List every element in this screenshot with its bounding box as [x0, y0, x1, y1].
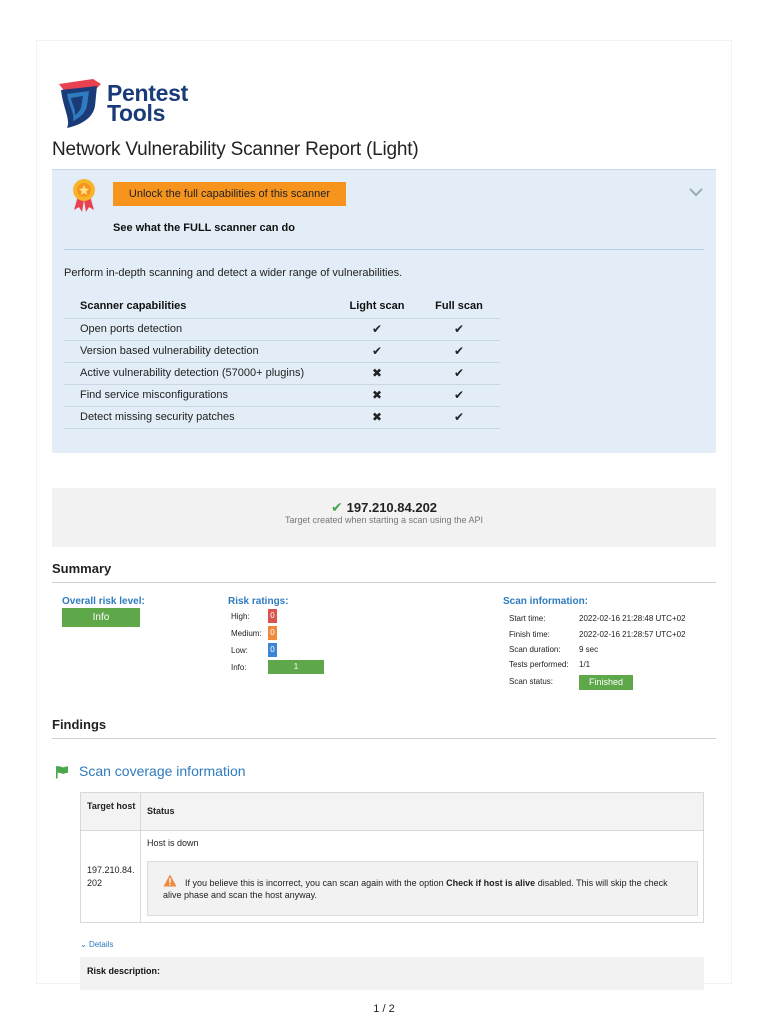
scan-status-label: Scan status:: [509, 677, 554, 686]
target-box: [52, 488, 716, 547]
check-alive-option: Check if host is alive: [446, 878, 536, 888]
warning-box: [147, 861, 698, 916]
cross-icon: ✖: [336, 362, 418, 384]
unlock-scanner-button[interactable]: Unlock the full capabilities of this scanner: [113, 182, 346, 206]
findings-heading: Findings: [52, 717, 107, 732]
capability-name: Detect missing security patches: [64, 406, 336, 428]
header-capabilities: Scanner capabilities: [64, 294, 336, 318]
check-icon: ✔: [336, 318, 418, 340]
tests-performed-label: Tests performed:: [509, 660, 569, 669]
finish-time-value: 2022-02-16 21:28:57 UTC+02: [579, 630, 686, 639]
capability-name: Version based vulnerability detection: [64, 340, 336, 362]
check-icon: ✔: [418, 318, 500, 340]
header-status: Status: [147, 806, 175, 816]
coverage-table: [80, 792, 704, 923]
summary-heading: Summary: [52, 561, 112, 576]
host-status: Host is down: [147, 838, 199, 848]
target-line: [52, 499, 716, 516]
table-row: [64, 362, 500, 384]
column-separator: [140, 793, 141, 922]
check-icon: ✔: [330, 499, 343, 515]
check-icon: ✔: [418, 340, 500, 362]
table-row: [64, 384, 500, 406]
details-label: Details: [88, 940, 114, 949]
target-host: 197.210.84.202: [346, 500, 438, 515]
rating-bar-info: 1: [268, 660, 324, 674]
start-time-label: Start time:: [509, 614, 546, 623]
overall-risk-badge: Info: [62, 608, 140, 627]
full-scanner-subtitle: See what the FULL scanner can do: [113, 222, 295, 234]
overall-risk-label: Overall risk level:: [62, 596, 145, 607]
rating-label-high: High:: [231, 612, 250, 621]
risk-ratings-label: Risk ratings:: [228, 596, 289, 607]
shield-logo-icon: [57, 78, 103, 128]
check-icon: ✔: [336, 340, 418, 362]
chevron-down-icon[interactable]: [689, 187, 703, 197]
pentest-tools-logo: [57, 78, 217, 130]
tests-performed-value: 1/1: [579, 660, 591, 669]
capability-name: Open ports detection: [64, 318, 336, 340]
header-target-host: Target host: [87, 801, 136, 811]
logo-line-1: Pentest: [107, 80, 188, 106]
capability-name: Find service misconfigurations: [64, 384, 336, 406]
header-full-scan: Full scan: [418, 294, 500, 318]
header-light-scan: Light scan: [336, 294, 418, 318]
table-row: [64, 406, 500, 428]
warning-text: [163, 877, 688, 901]
cross-icon: ✖: [336, 406, 418, 428]
scan-coverage-title: Scan coverage information: [79, 763, 246, 779]
findings-rule: [52, 738, 716, 739]
rating-bar-high: 0: [268, 609, 277, 623]
risk-description-label: Risk description:: [87, 966, 161, 976]
finish-time-label: Finish time:: [509, 630, 550, 639]
start-time-value: 2022-02-16 21:28:48 UTC+02: [579, 614, 686, 623]
target-note: Target created when starting a scan using the API: [284, 515, 484, 525]
rating-bar-low: 0: [268, 643, 277, 657]
chevron-down-icon: ⌄: [80, 940, 87, 949]
scan-duration-value: 9 sec: [579, 645, 599, 654]
warning-text-end: disabled. This will skip the check alive phase and scan the host anyway.: [163, 878, 668, 900]
rating-label-low: Low:: [231, 646, 248, 655]
rating-bar-medium: 0: [268, 626, 277, 640]
scan-info-label: Scan information:: [503, 596, 589, 607]
target-host-cell: 197.210.84.202: [87, 865, 135, 888]
table-header-row: [64, 294, 500, 318]
scan-status-badge: Finished: [579, 675, 633, 690]
logo-line-2: Tools: [107, 100, 166, 126]
check-icon: ✔: [418, 406, 500, 428]
upgrade-description: Perform in-depth scanning and detect a wider range of vulnerabilities.: [64, 267, 403, 279]
summary-rule: [52, 582, 716, 583]
check-icon: ✔: [418, 384, 500, 406]
flag-icon: [55, 765, 69, 779]
scan-duration-label: Scan duration:: [509, 645, 561, 654]
report-title: Network Vulnerability Scanner Report (Light): [52, 139, 419, 160]
capability-name: Active vulnerability detection (57000+ plugins): [64, 362, 336, 384]
check-icon: ✔: [418, 362, 500, 384]
upgrade-panel: [52, 169, 716, 453]
details-toggle[interactable]: [80, 940, 113, 949]
table-row: [64, 340, 500, 362]
logo-wordmark: [107, 80, 188, 126]
rating-label-medium: Medium:: [231, 629, 262, 638]
rating-label-info: Info:: [231, 663, 247, 672]
risk-description-box: [80, 957, 704, 990]
cross-icon: ✖: [336, 384, 418, 406]
capabilities-table: [64, 294, 500, 429]
warning-text-start: If you believe this is incorrect, you can scan again with the option: [185, 878, 447, 888]
table-row: [64, 318, 500, 340]
divider: [64, 249, 704, 250]
page-number: 1 / 2: [373, 1003, 395, 1015]
medal-icon: [70, 178, 98, 212]
